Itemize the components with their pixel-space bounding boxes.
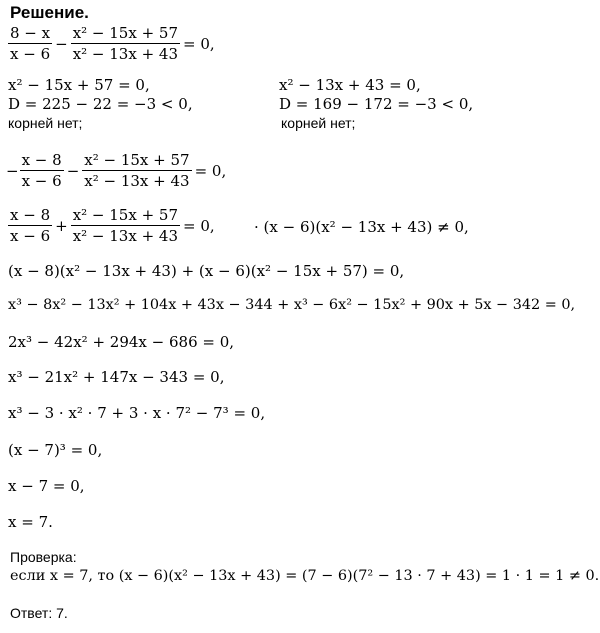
fraction-6-numerator: x² − 15x + 57 <box>72 206 179 224</box>
equation-original <box>8 24 218 63</box>
fraction-6-denominator: x² − 13x + 43 <box>72 227 179 245</box>
step-line: (x − 8)(x² − 13x + 43) + (x − 6)(x² − 15x + 57) = 0, <box>8 262 405 280</box>
fraction-2-numerator: x² − 15x + 57 <box>72 24 179 42</box>
step-line: (x − 7)³ = 0, <box>8 441 103 459</box>
equation-tail: = 0, <box>183 34 215 53</box>
minus-sign: − <box>66 161 80 180</box>
fraction-4-numerator: x² − 15x + 57 <box>84 151 190 169</box>
fraction-5-numerator: x − 8 <box>10 206 51 224</box>
multiplier-note: · (x − 6)(x² − 13x + 43) ≠ 0, <box>254 218 469 236</box>
fraction-5-denominator: x − 6 <box>10 227 51 245</box>
plus-sign: + <box>55 216 68 235</box>
minus-sign: − <box>55 34 68 53</box>
right-note: корней нет; <box>281 115 356 131</box>
right-quadratic: x² − 13x + 43 = 0, <box>279 76 421 94</box>
fraction-4-denominator: x² − 13x + 43 <box>84 172 190 190</box>
equation-rewritten <box>6 151 229 190</box>
check-label: Проверка: <box>10 549 77 565</box>
leading-minus: − <box>6 161 19 180</box>
fraction-2-denominator: x² − 13x + 43 <box>72 45 179 63</box>
check-line: если x = 7, то (x − 6)(x² − 13x + 43) = (7 − 6)(7² − 13 · 7 + 43) = 1 · 1 = 1 ≠ 0. <box>10 568 600 584</box>
fraction-4 <box>82 151 191 190</box>
fraction-1-numerator: 8 − x <box>10 24 51 42</box>
fraction-1 <box>8 24 52 63</box>
equation-tail: = 0, <box>194 161 227 180</box>
step-line: x³ − 3 · x² · 7 + 3 · x · 7² − 7³ = 0, <box>8 404 266 422</box>
right-discriminant: D = 169 − 172 = −3 < 0, <box>279 95 474 113</box>
fraction-1-denominator: x − 6 <box>10 45 51 63</box>
fraction-6 <box>71 206 180 245</box>
step-line: 2x³ − 42x² + 294x − 686 = 0, <box>8 333 235 351</box>
equation-sum <box>8 206 218 245</box>
fraction-3-numerator: x − 8 <box>21 151 62 169</box>
fraction-3-denominator: x − 6 <box>21 172 62 190</box>
answer: Ответ: 7. <box>10 605 68 621</box>
step-line: x³ − 21x² + 147x − 343 = 0, <box>8 368 225 386</box>
fraction-3 <box>20 151 64 190</box>
step-line: x = 7. <box>8 513 53 531</box>
left-discriminant: D = 225 − 22 = −3 < 0, <box>8 95 193 113</box>
equation-tail: = 0, <box>183 216 215 235</box>
left-quadratic: x² − 15x + 57 = 0, <box>8 76 150 94</box>
fraction-2 <box>71 24 180 63</box>
step-line: x − 7 = 0, <box>8 477 85 495</box>
step-line: x³ − 8x² − 13x² + 104x + 43x − 344 + x³ − 6x² − 15x² + 90x + 5x − 342 = 0, <box>8 297 576 313</box>
left-note: корней нет; <box>8 115 83 131</box>
fraction-5 <box>8 206 52 245</box>
solution-heading: Решение. <box>10 3 89 22</box>
